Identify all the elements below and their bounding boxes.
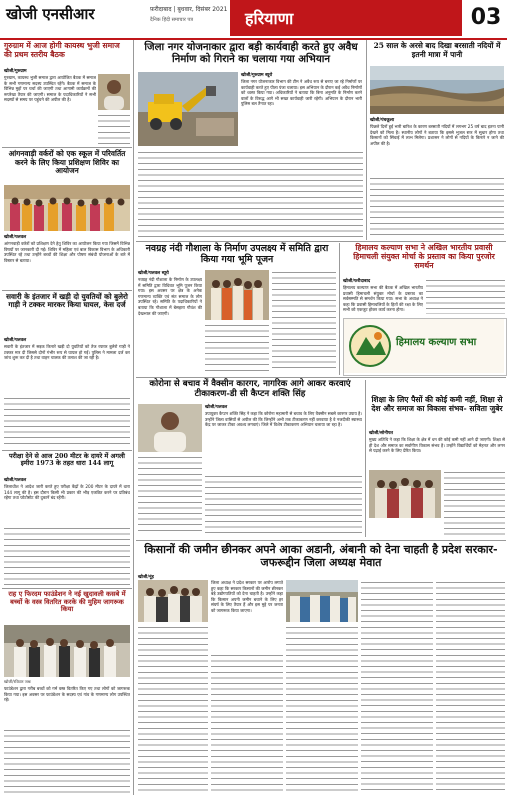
article-body: उपायुक्त कैप्टन शक्ति सिंह ने कहा कि कोरोना महामारी से बचाव के लिए वैक्सीन सबसे कारगर उपाय है। उन्होंने जिला वासियों से अपील की कि जिन्होंने अभी तक टीकाकरण नहीं करवाया है वे नजदीकी स्वास्थ्य केंद्र पर जाकर टीका अवश्य लगवाएं। जिले में विशेष टीकाकरण अभियान चलाया जा रहा है। [205, 411, 362, 428]
byline: खोजी/पलवल ब्यूरो [138, 271, 169, 276]
article-text-lines [4, 728, 130, 796]
article-text-lines [444, 470, 505, 536]
sabha-logo-banner [343, 318, 507, 376]
article-body: जिला अध्यक्ष ने प्रदेश सरकार पर आरोप लगाते हुए कहा कि सरकार किसानों की जमीन छीनकर बड़े उद्योगपतियों को देना चाहती है। उन्होंने कहा कि किसान अपनी जमीन बचाने के लिए हर संघर्ष के लिए तैयार हैं और इस मुद्दे पर जनता को जागरूक किया जाएगा। [211, 580, 283, 613]
article-text-lines [138, 150, 363, 238]
headline-anganwadi-training: आंगनवाड़ी वर्करों को एक स्कूल में परिवर्तित करने के लिए किया प्रशिक्षण शिविर का आयोजन [8, 149, 126, 176]
article-divider [2, 147, 132, 148]
article-body: जिला नगर योजनाकार विभाग की टीम ने अवैध रूप से बनाए जा रहे निर्माणों पर कार्यवाही करते हुए पीला पंजा चलाया। इस अभियान के दौरान कई अवैध निर्माणों को ध्वस्त किया गया। अधिकारियों ने बताया कि बिना अनुमति के निर्माण करने वालों के विरुद्ध आगे भी सख्त कार्यवाही जारी रहेगी। अभियान के दौरान भारी पुलिस बल तैनात रहा। [241, 79, 362, 107]
article-divider [2, 588, 132, 589]
column-divider [365, 380, 366, 537]
byline: खोजी/पलवल [4, 338, 27, 343]
article-text-lines [211, 653, 283, 795]
byline: खोजी/पलवल [4, 478, 27, 483]
article-text-lines [205, 323, 269, 373]
event-photo-foundation [4, 625, 130, 677]
article-divider [136, 241, 506, 242]
protest-photo [286, 580, 358, 622]
article-body: फाउंडेशन द्वारा गरीब बच्चों को गर्म वस्त्र वितरित किए गए तथा लोगों को जागरूक किया गया। इस अवसर पर फाउंडेशन के सदस्य एवं गांव के गणमान्य लोग उपस्थित रहे। [4, 686, 130, 703]
education-event-photo [369, 470, 441, 518]
headline-vaccination: कोरोना से बचाव में वैक्सीन कारगर, नागरिक आगे आकर करवाएं टीकाकरण-डी सी कैप्टन शक्ति सिंह [149, 379, 351, 399]
portrait-image [98, 74, 130, 110]
article-divider [2, 290, 132, 291]
section-title: हरियाणा [245, 9, 294, 28]
article-divider [2, 450, 132, 451]
article-body: सवारी के इंतजार में सड़क किनारे खड़ी दो युवतियों को तेज रफ्तार बुलेरो गाड़ी ने टक्कर मार दी जिससे दोनों गंभीर रूप से घायल हो गईं। पुलिस ने मामला दर्ज कर जांच शुरू कर दी है तथा वाहन चालक की तलाश की जा रही है। [4, 344, 130, 361]
page-number: 03 [465, 0, 507, 36]
press-conference-image [138, 580, 208, 622]
article-text-lines [98, 113, 130, 145]
column-divider [366, 40, 367, 240]
article-text-lines [138, 455, 202, 535]
event-photo-image [4, 625, 130, 677]
article-text-lines [4, 526, 130, 586]
demolition-image [138, 72, 238, 146]
education-event-image [369, 470, 441, 518]
article-text-lines [436, 580, 505, 795]
press-conference-photo [138, 580, 208, 622]
headline-himalaya-sabha: हिमालय कल्याण सभा ने अखिल भारतीय प्रवासी हिमाचली संयुक्त मोर्चा के प्रस्ताव का किया पुरजोर समर्थन [353, 243, 495, 270]
photo-caption: खोजी/रविवार जश्न [4, 679, 31, 684]
article-body: नवग्रह नंदी गौशाला के निर्माण के उपलक्ष्य में समिति द्वारा विधिवत भूमि पूजन किया गया। इस अवसर पर क्षेत्र के अनेक गणमान्य व्यक्ति एवं संत समाज के लोग उपस्थित रहे। समिति के पदाधिकारियों ने बताया कि गौशाला में बेसहारा गौवंश की देखभाल की जाएगी। [138, 277, 202, 316]
article-text-lines [272, 270, 336, 373]
byline: खोजी/पलवल [205, 405, 228, 410]
edition-date: फ़रीदाबाद | बुधवार, दिसंबर 2021 [150, 6, 228, 13]
headline-gaushala: नवग्रह नंदी गौशाला के निर्माण उपलक्ष्य में समिति द्वारा किया गया भूमि पूजन [145, 243, 329, 265]
article-text-lines [370, 176, 504, 238]
newspaper-tagline: दैनिक हिंदी समाचार पत्र [150, 17, 194, 23]
column-divider [339, 243, 340, 375]
article-text-lines [4, 396, 130, 446]
portrait-photo [98, 74, 130, 110]
article-divider [136, 540, 506, 541]
article-text-lines [286, 625, 358, 795]
byline: खोजी/गुरुग्राम ब्यूरो [241, 73, 273, 78]
article-text-lines [426, 278, 505, 314]
byline: खोजी/फरीदाबाद [343, 279, 371, 284]
protest-image [286, 580, 358, 622]
byline: खोजी/सोनीपत [369, 431, 393, 436]
headline-illegal-construction: जिला नगर योजनाकार द्वारा बड़ी कार्यवाही करते हुए अवैध निर्माण को गिराने का चलाया गया अभियान [144, 41, 358, 65]
sabha-logo-text: हिमालय कल्याण सभा [396, 337, 477, 348]
dc-portrait-photo [138, 404, 202, 452]
bhoomi-pujan-image [205, 270, 269, 320]
column-divider [133, 40, 134, 795]
headline-farmers-land: किसानों की जमीन छीनकर अपने आका अडानी, अंबानी को देना चाहती है प्रदेश सरकार- जफरूद्दीन जिला अध्यक्ष मेवात [144, 543, 498, 569]
article-body: गुरुग्राम, कायस्थ भुजी समाज द्वारा आयोजित बैठक में समाज के सभी गणमान्य सदस्य उपस्थित रहेंगे। बैठक में समाज के विभिन्न मुद्दों पर चर्चा की जाएगी तथा आगामी कार्यक्रमों की रूपरेखा तैयार की जाएगी। समाज के पदाधिकारियों ने सभी सदस्यों से समय पर पहुंचने की अपील की है। [4, 75, 96, 103]
article-body: हिमालय कल्याण सभा की बैठक में अखिल भारतीय प्रवासी हिमाचली संयुक्त मोर्चा के प्रस्ताव का सर्वसम्मति से समर्थन किया गया। सभा के अध्यक्ष ने कहा कि प्रवासी हिमाचलियों के हितों की रक्षा के लिए सभी को एकजुट होकर कार्य करना होगा। [343, 285, 423, 313]
river-image [370, 66, 504, 114]
dc-portrait-image [138, 404, 202, 452]
byline: खोजी/गुरुग्राम [4, 69, 27, 74]
bhoomi-pujan-photo [205, 270, 269, 320]
group-photo-anganwadi [4, 185, 130, 231]
headline-section-144: परीक्षा देने से आज 200 मीटर के दायरे में अगली इमीरा 1973 के तहत धारा 144 लागू [9, 452, 125, 468]
article-divider [136, 377, 506, 378]
newspaper-name: खोजी एनसीआर [6, 5, 95, 23]
headline-road-accident: सवारी के इंतजार में खड़ी दो युवतियों को बुलेरो गाड़ी ने टक्कर मारकर किया घायल, केस दर्ज [6, 292, 128, 310]
headline-education: शिक्षा के लिए पैसों की कोई कमी नहीं, शिक्षा से देश और समाज का विकास संभव- सविता जुबेर [371, 395, 503, 413]
byline: खोजी/पलवल [4, 235, 27, 240]
demolition-photo [138, 72, 238, 146]
group-photo-image [4, 185, 130, 231]
byline: खोजी/पंचकूला [370, 118, 395, 123]
byline: खोजी/नूंह [138, 575, 154, 580]
article-body: मुख्य अतिथि ने कहा कि शिक्षा के क्षेत्र में धन की कोई कमी नहीं आने दी जाएगी। शिक्षा से ही देश और समाज का सर्वांगीण विकास संभव है। उन्होंने विद्यार्थियों को मेहनत और लगन से पढ़ाई करने के लिए प्रेरित किया। [369, 437, 505, 454]
article-body: पिछले दिनों हुई भारी बारिश के कारण बरसाती नदियों में लगभग 25 वर्ष बाद इतना पानी देखने को मिला है। स्थानीय लोगों ने बताया कि इससे भूजल स्तर में सुधार होगा तथा किसानों को सिंचाई में लाभ मिलेगा। प्रशासन ने लोगों से नदियों के किनारे न जाने की अपील की है। [370, 124, 504, 146]
article-body: आंगनवाड़ी वर्करों को प्रशिक्षण देने हेतु शिविर का आयोजन किया गया जिसमें विभिन्न विषयों पर जानकारी दी गई। शिविर में महिला एवं बाल विकास विभाग के अधिकारी उपस्थित रहे तथा उन्होंने बच्चों की शिक्षा और पोषण संबंधी योजनाओं के बारे में विस्तार से बताया। [4, 241, 130, 263]
article-text-lines [205, 474, 362, 535]
article-text-lines [361, 580, 433, 795]
river-photo [370, 66, 504, 114]
headline-river-water: 25 साल के अरसे बाद दिखा बरसाती नदियों में इतनी मात्रा में पानी [373, 41, 501, 59]
article-body: जिलाधीश ने आदेश जारी करते हुए परीक्षा केंद्रों के 200 मीटर के दायरे में धारा 144 लागू की है। इस दौरान किसी भी प्रकार की भीड़ एकत्रित करने पर प्रतिबंध रहेगा तथा फोटोस्टेट की दुकानें बंद रहेंगी। [4, 484, 130, 501]
headline-kayasth-meeting: गुरुग्राम में आज होगी कायस्थ भुजी समाज की प्रथम स्तरीय बैठक [4, 41, 120, 59]
headline-foundation: राह ए फिरदम फाउंडेशन ने नई खुदावली कसबे में बच्चों के वस्त्र वितरित करके की मुहिम जागरूक किया [8, 590, 126, 614]
article-text-lines [138, 625, 208, 795]
